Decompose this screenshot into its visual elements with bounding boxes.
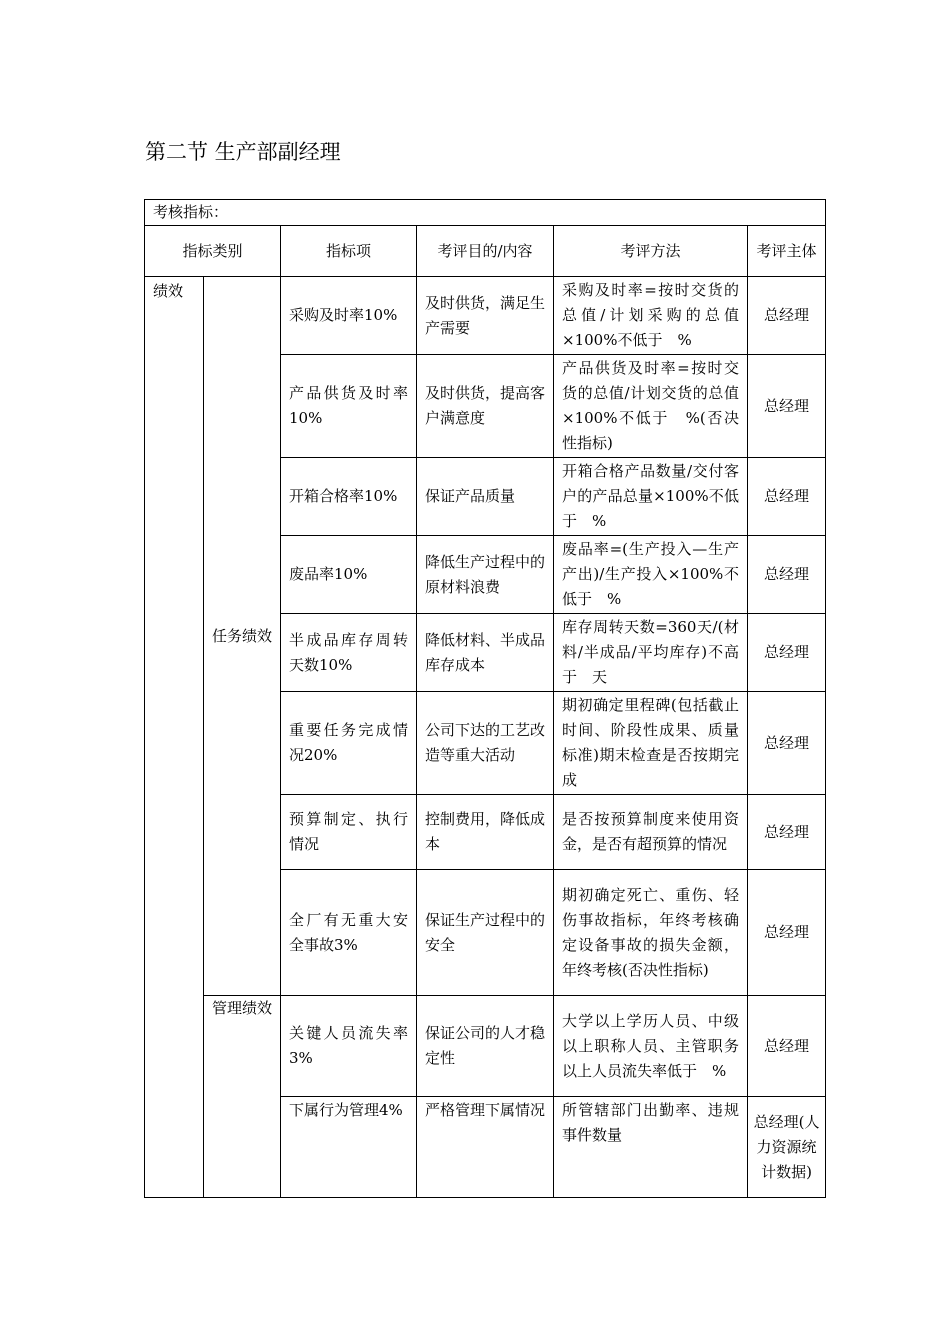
table-cell-subject: 总经理 [748, 355, 826, 458]
header-item: 指标项 [281, 226, 417, 277]
table-cell-item: 采购及时率10% [281, 277, 417, 355]
table-cell-item: 废品率10% [281, 536, 417, 614]
table-cell-subject: 总经理 [748, 996, 826, 1097]
table-cell-subject: 总经理 [748, 277, 826, 355]
table-cell-method: 期初确定里程碑(包括截止时间、阶段性成果、质量标准)期末检查是否按期完成 [554, 692, 748, 795]
table-cell-purpose: 控制费用，降低成本 [417, 795, 554, 870]
header-method: 考评方法 [554, 226, 748, 277]
table-cell-subject: 总经理(人力资源统计数据) [748, 1097, 826, 1198]
header-subject: 考评主体 [748, 226, 826, 277]
table-cell-method: 开箱合格产品数量/交付客户的产品总量×100%不低于 % [554, 458, 748, 536]
table-cell-method: 大学以上学历人员、中级以上职称人员、主管职务以上人员流失率低于 % [554, 996, 748, 1097]
table-cell-item: 重要任务完成情况20% [281, 692, 417, 795]
table-cell-method: 库存周转天数=360天/(材料/半成品/平均库存)不高于 天 [554, 614, 748, 692]
table-cell-subject: 总经理 [748, 614, 826, 692]
table-cell-method: 期初确定死亡、重伤、轻伤事故指标，年终考核确定设备事故的损失金额，年终考核(否决性指标) [554, 870, 748, 996]
table-cell-item: 全厂有无重大安全事故3% [281, 870, 417, 996]
table-cell-subject: 总经理 [748, 692, 826, 795]
table-cell-purpose: 降低材料、半成品库存成本 [417, 614, 554, 692]
group-task-performance: 任务绩效 [204, 277, 281, 996]
table-caption: 考核指标： [145, 200, 826, 226]
page-title: 第二节 生产部副经理 [145, 140, 341, 164]
table-cell-purpose: 保证产品质量 [417, 458, 554, 536]
table-cell-subject: 总经理 [748, 536, 826, 614]
table-cell-item: 下属行为管理4% [281, 1097, 417, 1198]
table-cell-purpose: 保证生产过程中的安全 [417, 870, 554, 996]
table-cell-method: 废品率=(生产投入—生产产出)/生产投入×100%不低于 % [554, 536, 748, 614]
assessment-table [144, 199, 826, 1198]
category-performance: 绩效 [145, 277, 204, 1198]
table-cell-purpose: 保证公司的人才稳定性 [417, 996, 554, 1097]
table-cell-subject: 总经理 [748, 458, 826, 536]
header-category: 指标类别 [145, 226, 281, 277]
table-cell-item: 关键人员流失率3% [281, 996, 417, 1097]
group-management-performance: 管理绩效 [204, 996, 281, 1198]
table-cell-purpose: 及时供货，满足生产需要 [417, 277, 554, 355]
table-cell-purpose: 严格管理下属情况 [417, 1097, 554, 1198]
table-cell-item: 预算制定、执行情况 [281, 795, 417, 870]
table-cell-item: 开箱合格率10% [281, 458, 417, 536]
table-cell-method: 所管辖部门出勤率、违规事件数量 [554, 1097, 748, 1198]
table-cell-method: 采购及时率=按时交货的总值/计划采购的总值×100%不低于 % [554, 277, 748, 355]
table-cell-purpose: 公司下达的工艺改造等重大活动 [417, 692, 554, 795]
table-cell-item: 产品供货及时率10% [281, 355, 417, 458]
table-cell-method: 是否按预算制度来使用资金，是否有超预算的情况 [554, 795, 748, 870]
header-purpose: 考评目的/内容 [417, 226, 554, 277]
table-cell-purpose: 降低生产过程中的原材料浪费 [417, 536, 554, 614]
table-cell-subject: 总经理 [748, 870, 826, 996]
table-cell-purpose: 及时供货，提高客户满意度 [417, 355, 554, 458]
table-cell-item: 半成品库存周转天数10% [281, 614, 417, 692]
table-cell-subject: 总经理 [748, 795, 826, 870]
table-cell-method: 产品供货及时率=按时交货的总值/计划交货的总值×100%不低于 %(否决性指标) [554, 355, 748, 458]
